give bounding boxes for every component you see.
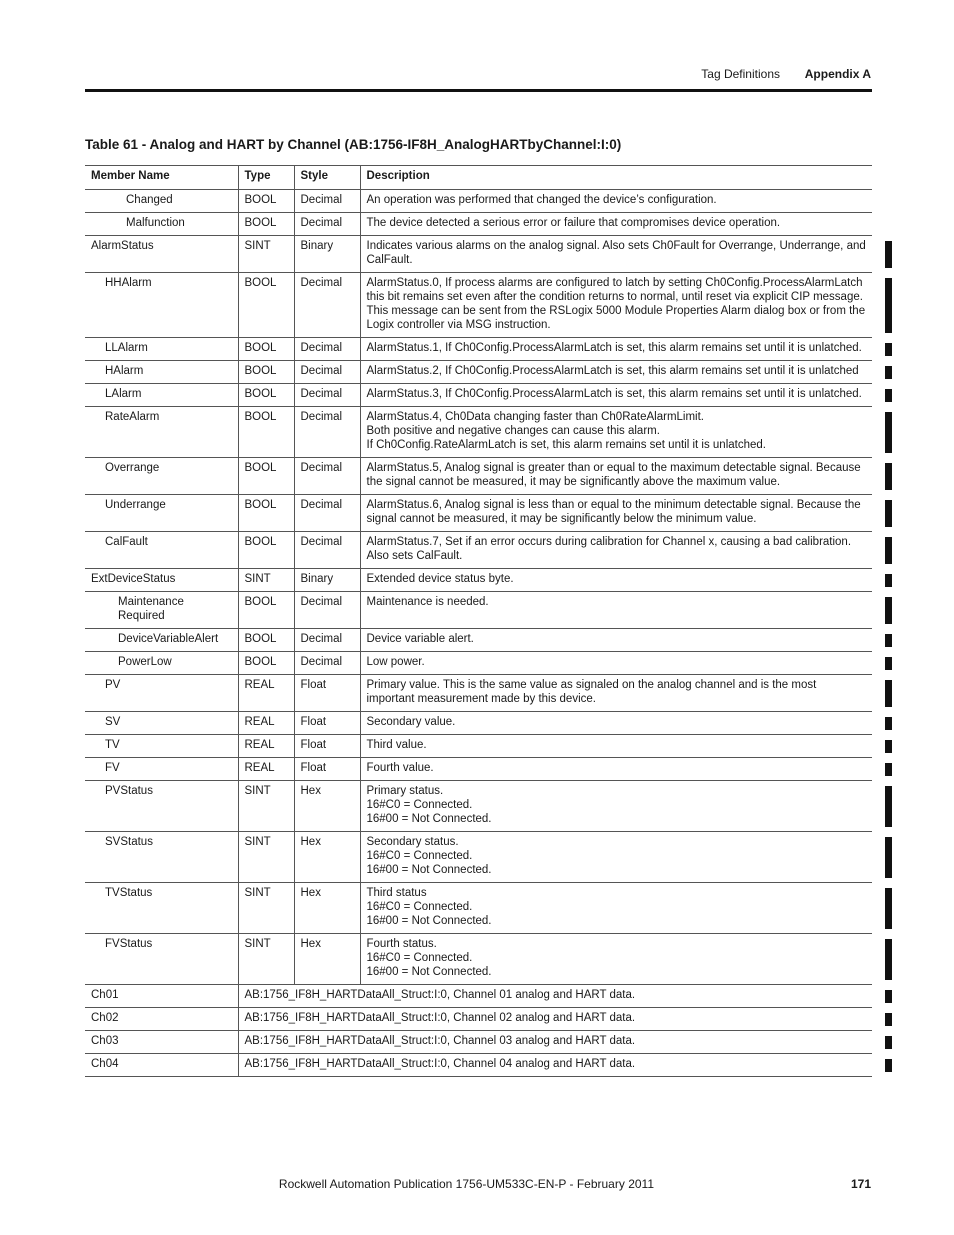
description-cell — [360, 532, 872, 569]
description-line: Secondary status. — [366, 836, 459, 848]
type-cell: BOOL — [238, 532, 294, 569]
description-cell — [360, 758, 872, 781]
table-row — [85, 495, 872, 532]
member-name-cell: ExtDeviceStatus — [91, 573, 176, 585]
member-name-cell: TVStatus — [105, 887, 153, 899]
change-bar — [885, 574, 892, 587]
description-line: Extended device status byte. — [366, 573, 514, 585]
merged-description-cell: AB:1756_IF8H_HARTDataAll_Struct:I:0, Channel 04 analog and HART data. — [238, 1054, 872, 1077]
style-cell: Hex — [294, 832, 360, 883]
description-line: AlarmStatus.6, Analog signal is less than or equal to the minimum detectable signal. Because the signal cannot be measured, it may be significantly below the minimum value. — [366, 499, 861, 525]
description-line: Maintenance is needed. — [366, 596, 489, 608]
style-cell: Decimal — [294, 592, 360, 629]
table-row — [85, 781, 872, 832]
change-bar — [885, 1013, 892, 1026]
style-cell: Decimal — [294, 495, 360, 532]
type-cell: SINT — [238, 781, 294, 832]
type-cell: REAL — [238, 758, 294, 781]
description-line: If Ch0Config.RateAlarmLatch is set, this alarm remains set until it is unlatched. — [366, 439, 766, 451]
member-name-cell: CalFault — [105, 536, 148, 548]
description-cell — [360, 213, 872, 236]
table-row — [85, 1031, 872, 1054]
table-row — [85, 190, 872, 213]
type-cell: REAL — [238, 675, 294, 712]
style-cell: Decimal — [294, 213, 360, 236]
description-line: AlarmStatus.4, Ch0Data changing faster than Ch0RateAlarmLimit. — [366, 411, 704, 423]
member-name-cell: TV — [105, 739, 120, 751]
type-cell: BOOL — [238, 273, 294, 338]
change-bar — [885, 463, 892, 490]
style-cell: Hex — [294, 883, 360, 934]
description-line: 16#C0 = Connected. — [366, 952, 473, 964]
column-header-member-name: Member Name — [91, 170, 170, 182]
member-name-cell: SV — [105, 716, 121, 728]
description-line: 16#00 = Not Connected. — [366, 966, 492, 978]
type-cell: SINT — [238, 832, 294, 883]
table-row — [85, 712, 872, 735]
style-cell: Decimal — [294, 652, 360, 675]
description-line: AlarmStatus.1, If Ch0Config.ProcessAlarmLatch is set, this alarm remains set until it is unlatched. — [366, 342, 862, 354]
type-cell: REAL — [238, 712, 294, 735]
description-line: Both positive and negative changes can cause this alarm. — [366, 425, 660, 437]
style-cell: Float — [294, 758, 360, 781]
change-bar — [885, 343, 892, 356]
table-row — [85, 236, 872, 273]
description-cell — [360, 569, 872, 592]
member-name-cell: Underrange — [105, 499, 166, 511]
style-cell: Decimal — [294, 361, 360, 384]
member-name-cell: RateAlarm — [105, 411, 160, 423]
description-cell — [360, 458, 872, 495]
description-cell — [360, 883, 872, 934]
merged-description-cell: AB:1756_IF8H_HARTDataAll_Struct:I:0, Channel 02 analog and HART data. — [238, 1008, 872, 1031]
table-row — [85, 338, 872, 361]
footer-publication: Rockwell Automation Publication 1756-UM533C-EN-P - February 2011 — [278, 1177, 654, 1191]
change-bar — [885, 837, 892, 878]
member-name-cell: FV — [105, 762, 120, 774]
style-cell: Decimal — [294, 384, 360, 407]
description-line: 16#00 = Not Connected. — [366, 915, 492, 927]
description-cell — [360, 934, 872, 985]
table-row — [85, 361, 872, 384]
change-bar — [885, 634, 892, 647]
description-cell — [360, 190, 872, 213]
description-cell — [360, 675, 872, 712]
description-cell — [360, 832, 872, 883]
style-cell: Float — [294, 675, 360, 712]
type-cell: BOOL — [238, 458, 294, 495]
description-line: AlarmStatus.0, If process alarms are configured to latch by setting Ch0Config.ProcessAlarmLatch this bit remains set even after the condition returns to normal, until reset via explicit CIP message. This message can be sent from the RSLogix 5000 Module Properties Alarm dialog box or from the Logix controller via MSG instruction. — [366, 277, 866, 331]
change-bar — [885, 597, 892, 624]
column-header-style: Style — [294, 166, 360, 190]
table-row — [85, 675, 872, 712]
table-row — [85, 629, 872, 652]
table-row — [85, 735, 872, 758]
description-cell — [360, 781, 872, 832]
member-name-cell: PowerLow — [118, 656, 172, 668]
table-row — [85, 384, 872, 407]
description-line: AlarmStatus.7, Set if an error occurs during calibration for Channel x, causing a bad calibration. Also sets CalFault. — [366, 536, 852, 562]
member-name-cell: DeviceVariableAlert — [118, 633, 219, 645]
description-line: An operation was performed that changed the device’s configuration. — [366, 194, 717, 206]
type-cell: BOOL — [238, 407, 294, 458]
description-line: Secondary value. — [366, 716, 456, 728]
table-row — [85, 532, 872, 569]
type-cell: BOOL — [238, 629, 294, 652]
running-header-appendix: Appendix A — [804, 67, 871, 81]
type-cell: BOOL — [238, 592, 294, 629]
description-cell — [360, 592, 872, 629]
table-row — [85, 458, 872, 495]
description-cell — [360, 407, 872, 458]
member-name-cell: PV — [105, 679, 121, 691]
description-cell — [360, 712, 872, 735]
style-cell: Float — [294, 712, 360, 735]
type-cell: SINT — [238, 934, 294, 985]
type-cell: BOOL — [238, 338, 294, 361]
description-line: Primary status. — [366, 785, 444, 797]
member-name-cell: FVStatus — [105, 938, 153, 950]
type-cell: SINT — [238, 883, 294, 934]
description-line: AlarmStatus.5, Analog signal is greater than or equal to the maximum detectable signal. Because the signal cannot be measured, it may be significantly above the maximum value. — [366, 462, 861, 488]
description-line: Fourth value. — [366, 762, 434, 774]
change-bar — [885, 657, 892, 670]
type-cell: REAL — [238, 735, 294, 758]
type-cell: BOOL — [238, 384, 294, 407]
table-row — [85, 934, 872, 985]
description-cell — [360, 361, 872, 384]
column-header-description: Description — [360, 166, 872, 190]
header-rule — [85, 89, 872, 92]
table-row — [85, 985, 872, 1008]
member-name-cell: Ch04 — [91, 1058, 119, 1070]
change-bar — [885, 366, 892, 379]
member-name-cell: Malfunction — [126, 217, 185, 229]
style-cell: Binary — [294, 236, 360, 273]
style-cell: Float — [294, 735, 360, 758]
description-line: 16#C0 = Connected. — [366, 850, 473, 862]
merged-description-cell: AB:1756_IF8H_HARTDataAll_Struct:I:0, Channel 01 analog and HART data. — [238, 985, 872, 1008]
column-header-type: Type — [238, 166, 294, 190]
member-name-cell: Changed — [126, 194, 173, 206]
table-header-row — [85, 166, 872, 190]
description-line: 16#00 = Not Connected. — [366, 864, 492, 876]
type-cell: BOOL — [238, 495, 294, 532]
table-row — [85, 213, 872, 236]
description-line: Third value. — [366, 739, 427, 751]
member-name-cell: HAlarm — [105, 365, 144, 377]
member-name-cell: Ch02 — [91, 1012, 119, 1024]
member-name-cell: SVStatus — [105, 836, 153, 848]
member-name-cell: Ch03 — [91, 1035, 119, 1047]
member-name-cell: LLAlarm — [105, 342, 148, 354]
description-cell — [360, 652, 872, 675]
change-bar — [885, 500, 892, 527]
description-line: 16#00 = Not Connected. — [366, 813, 492, 825]
member-name-cell: Ch01 — [91, 989, 119, 1001]
table-title: Table 61 - Analog and HART by Channel (AB:1756-IF8H_AnalogHARTbyChannel:I:0) — [85, 137, 622, 152]
change-bar — [885, 241, 892, 268]
change-bar — [885, 763, 892, 776]
description-cell — [360, 384, 872, 407]
running-header-section: Tag Definitions — [701, 67, 780, 81]
description-line: AlarmStatus.2, If Ch0Config.ProcessAlarmLatch is set, this alarm remains set until it is unlatched — [366, 365, 859, 377]
table-row — [85, 832, 872, 883]
description-line: 16#C0 = Connected. — [366, 901, 473, 913]
table-row — [85, 758, 872, 781]
type-cell: SINT — [238, 236, 294, 273]
description-line: 16#C0 = Connected. — [366, 799, 473, 811]
change-bar — [885, 680, 892, 707]
change-bar — [885, 990, 892, 1003]
table-row — [85, 652, 872, 675]
type-cell: BOOL — [238, 213, 294, 236]
description-cell — [360, 735, 872, 758]
style-cell: Hex — [294, 781, 360, 832]
description-cell — [360, 629, 872, 652]
style-cell: Decimal — [294, 338, 360, 361]
description-line: Low power. — [366, 656, 425, 668]
table-row — [85, 273, 872, 338]
style-cell: Decimal — [294, 458, 360, 495]
change-bar — [885, 717, 892, 730]
change-bar — [885, 278, 892, 333]
member-name-cell: HHAlarm — [105, 277, 152, 289]
table-row — [85, 1008, 872, 1031]
member-name-cell: Maintenance Required — [118, 596, 184, 622]
change-bar — [885, 786, 892, 827]
change-bar — [885, 537, 892, 564]
tag-definitions-table — [85, 165, 872, 1077]
type-cell: BOOL — [238, 361, 294, 384]
member-name-cell: LAlarm — [105, 388, 142, 400]
change-bar — [885, 412, 892, 453]
member-name-cell: AlarmStatus — [91, 240, 154, 252]
change-bar — [885, 740, 892, 753]
style-cell: Decimal — [294, 629, 360, 652]
change-bar — [885, 939, 892, 980]
description-cell — [360, 236, 872, 273]
description-line: Fourth status. — [366, 938, 437, 950]
description-line: Third status — [366, 887, 427, 899]
style-cell: Binary — [294, 569, 360, 592]
change-bar — [885, 389, 892, 402]
style-cell: Decimal — [294, 407, 360, 458]
style-cell: Decimal — [294, 532, 360, 569]
change-bar — [885, 888, 892, 929]
style-cell: Decimal — [294, 190, 360, 213]
table-row — [85, 569, 872, 592]
table-row — [85, 1054, 872, 1077]
page-number: 171 — [850, 1177, 871, 1191]
type-cell: BOOL — [238, 190, 294, 213]
description-line: AlarmStatus.3, If Ch0Config.ProcessAlarmLatch is set, this alarm remains set until it is unlatched. — [366, 388, 862, 400]
style-cell: Decimal — [294, 273, 360, 338]
description-line: Indicates various alarms on the analog signal. Also sets Ch0Fault for Overrange, Underrange, and CalFault. — [366, 240, 866, 266]
style-cell: Hex — [294, 934, 360, 985]
description-line: Device variable alert. — [366, 633, 474, 645]
description-cell — [360, 273, 872, 338]
table-row — [85, 407, 872, 458]
description-line: The device detected a serious error or failure that compromises device operation. — [366, 217, 781, 229]
table-row — [85, 592, 872, 629]
type-cell: BOOL — [238, 652, 294, 675]
member-name-cell: PVStatus — [105, 785, 153, 797]
table-row — [85, 883, 872, 934]
description-cell — [360, 338, 872, 361]
type-cell: SINT — [238, 569, 294, 592]
change-bar — [885, 1036, 892, 1049]
member-name-cell: Overrange — [105, 462, 160, 474]
description-cell — [360, 495, 872, 532]
merged-description-cell: AB:1756_IF8H_HARTDataAll_Struct:I:0, Channel 03 analog and HART data. — [238, 1031, 872, 1054]
description-line: Primary value. This is the same value as signaled on the analog channel and is the most important measurement made by this device. — [366, 679, 817, 705]
change-bar — [885, 1059, 892, 1072]
